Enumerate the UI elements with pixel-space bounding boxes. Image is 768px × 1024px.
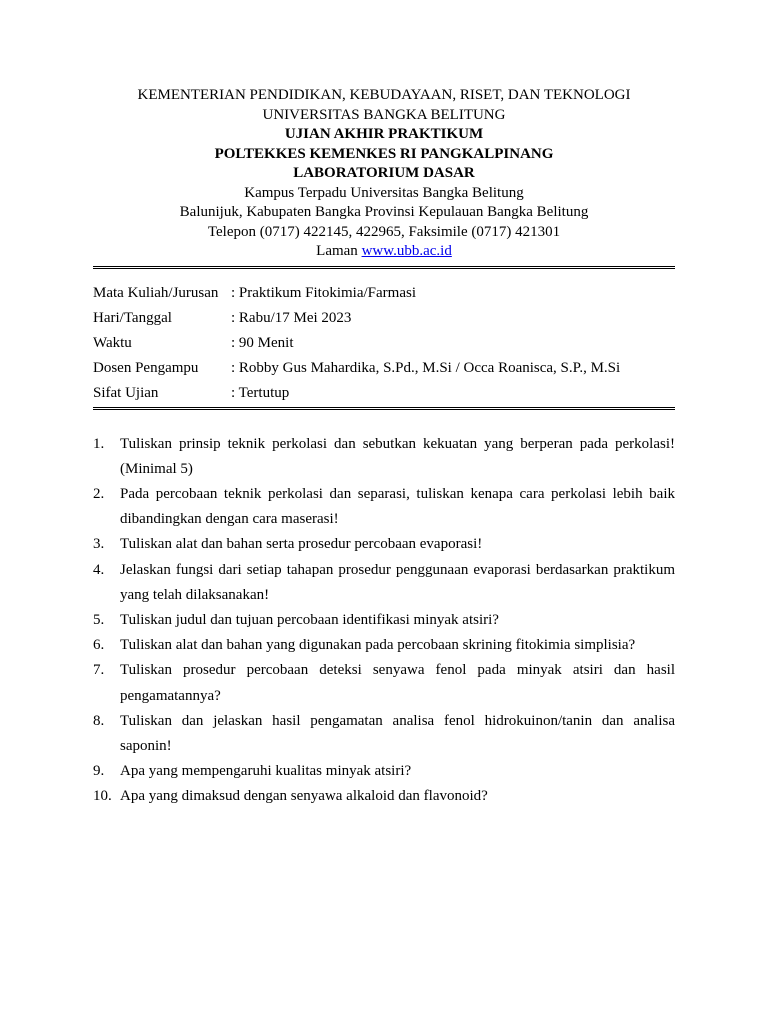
website-label: Laman	[316, 243, 358, 259]
question-number: 4.	[93, 561, 105, 578]
question-text: Pada percobaan teknik perkolasi dan separasi, tuliskan kenapa cara perkolasi lebih baik dibandingkan dengan cara maserasi!	[120, 485, 675, 528]
question-number: 7.	[93, 662, 105, 679]
institution-line: POLTEKKES KEMENKES RI PANGKALPINANG	[214, 145, 554, 162]
question-text: Apa yang dimaksud dengan senyawa alkaloid dan flavonoid?	[120, 788, 488, 805]
question-item	[93, 784, 675, 809]
exam-document	[93, 86, 675, 810]
info-value: : Tertutup	[231, 384, 290, 401]
university-line: UNIVERSITAS BANGKA BELITUNG	[262, 106, 506, 123]
info-label: Sifat Ujian	[93, 384, 159, 401]
question-number: 3.	[93, 536, 105, 553]
info-label: Dosen Pengampu	[93, 359, 199, 376]
question-text: Tuliskan prinsip teknik perkolasi dan sebutkan kekuatan yang berperan pada perkolasi! (Minimal 5)	[120, 435, 675, 477]
info-row	[93, 384, 675, 409]
info-value: : Robby Gus Mahardika, S.Pd., M.Si / Occa Roanisca, S.P., M.Si	[231, 359, 621, 376]
question-item	[93, 759, 675, 784]
question-text: Tuliskan alat dan bahan yang digunakan pada percobaan skrining fitokimia simplisia?	[120, 637, 636, 654]
info-label: Hari/Tanggal	[93, 309, 172, 326]
question-number: 1.	[93, 435, 105, 452]
question-number: 2.	[93, 485, 105, 502]
question-list	[93, 432, 675, 810]
question-number: 10.	[93, 788, 112, 805]
question-text: Tuliskan dan jelaskan hasil pengamatan analisa fenol hidrokuinon/tanin dan analisa saponin!	[120, 712, 675, 754]
info-value: : Praktikum Fitokimia/Farmasi	[231, 284, 416, 301]
ministry-line: KEMENTERIAN PENDIDIKAN, KEBUDAYAAN, RISET, DAN TEKNOLOGI	[137, 87, 631, 103]
website-link[interactable]: www.ubb.ac.id	[361, 243, 452, 259]
website-line	[93, 242, 675, 262]
question-text: Apa yang mempengaruhi kualitas minyak atsiri?	[120, 763, 412, 780]
exam-info-table	[93, 284, 675, 409]
info-label: Waktu	[93, 334, 132, 351]
question-number: 9.	[93, 763, 105, 780]
info-value: : 90 Menit	[231, 334, 294, 351]
header-divider	[93, 266, 675, 269]
question-number: 6.	[93, 637, 105, 654]
address-line: Balunijuk, Kabupaten Bangka Provinsi Kepulauan Bangka Belitung	[179, 204, 589, 220]
phone-line: Telepon (0717) 422145, 422965, Faksimile (0717) 421301	[207, 223, 561, 240]
info-row	[93, 334, 675, 359]
question-text: Tuliskan alat dan bahan serta prosedur percobaan evaporasi!	[120, 536, 483, 553]
question-text: Jelaskan fungsi dari setiap tahapan prosedur penggunaan evaporasi berdasarkan praktikum yang telah dilaksanakan!	[120, 561, 675, 603]
question-item	[93, 709, 675, 759]
question-item	[93, 658, 675, 708]
info-value: : Rabu/17 Mei 2023	[231, 309, 352, 326]
exam-title: UJIAN AKHIR PRAKTIKUM	[284, 126, 484, 142]
laboratory-line: LABORATORIUM DASAR	[293, 165, 475, 181]
question-item	[93, 432, 675, 482]
question-item	[93, 482, 675, 532]
info-row	[93, 359, 675, 384]
question-text: Tuliskan judul dan tujuan percobaan identifikasi minyak atsiri?	[120, 611, 499, 628]
question-item	[93, 633, 675, 658]
question-item	[93, 532, 675, 557]
question-number: 8.	[93, 712, 105, 729]
info-row	[93, 284, 675, 309]
info-row	[93, 309, 675, 334]
question-item	[93, 558, 675, 608]
campus-line: Kampus Terpadu Universitas Bangka Belitung	[244, 184, 524, 201]
question-item	[93, 608, 675, 633]
document-header	[93, 86, 675, 262]
info-label: Mata Kuliah/Jurusan	[93, 284, 219, 301]
question-text: Tuliskan prosedur percobaan deteksi senyawa fenol pada minyak atsiri dan hasil pengamatannya?	[120, 662, 675, 704]
question-number: 5.	[93, 611, 105, 628]
